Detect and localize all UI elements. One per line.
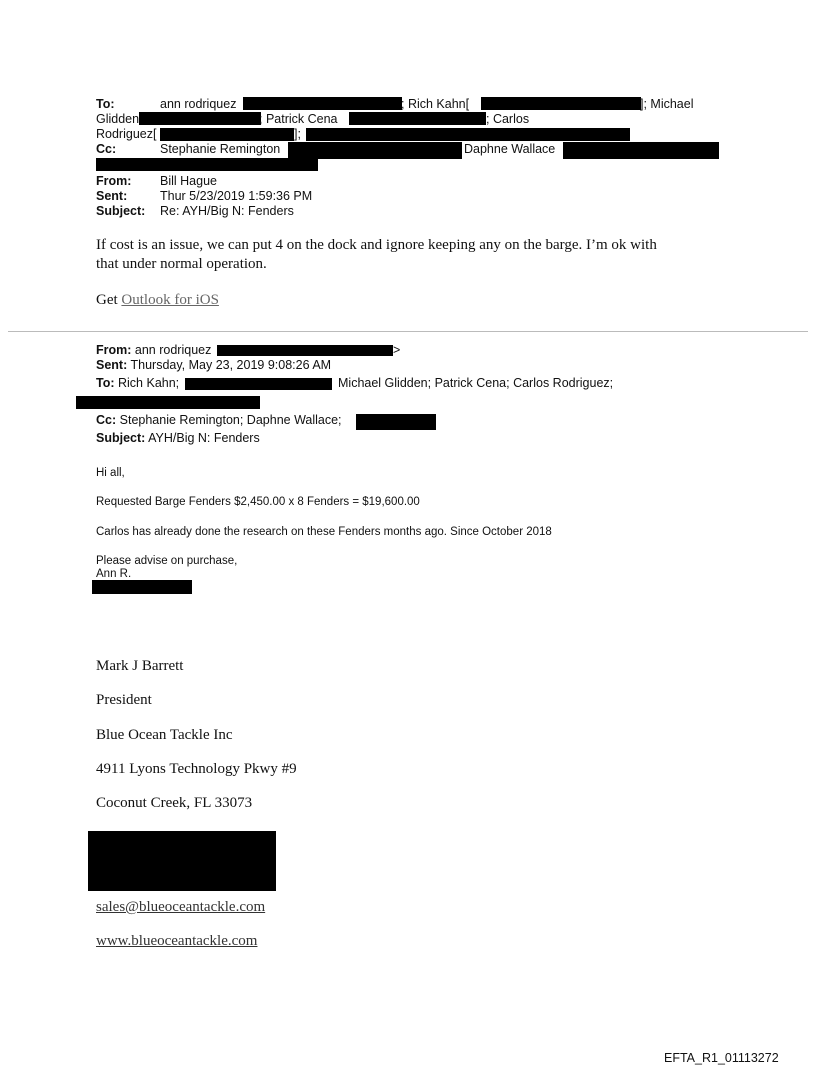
signature-address-2: Coconut Creek, FL 33073 — [96, 795, 253, 811]
redaction-block — [481, 97, 641, 110]
quoted-from-line — [96, 343, 211, 358]
redaction-block — [563, 142, 719, 159]
to-recipient-4: Glidden — [96, 112, 140, 126]
signature-title: President — [96, 692, 152, 708]
cc-recipient-1: Stephanie Remington — [160, 142, 281, 156]
quoted-subject-label: Subject: — [96, 431, 146, 445]
redaction-block — [288, 142, 462, 159]
quoted-from-label: From: — [96, 343, 132, 357]
to-recipient-6: ; Carlos — [486, 112, 530, 126]
redaction-block — [185, 378, 332, 390]
redaction-block — [76, 396, 260, 409]
redaction-block — [349, 112, 486, 125]
from-value: Bill Hague — [160, 174, 217, 188]
sent-label: Sent: — [96, 189, 128, 203]
quoted-to-value-a: Rich Kahn; — [118, 376, 180, 390]
quoted-sent-value: Thursday, May 23, 2019 9:08:26 AM — [130, 358, 332, 372]
redaction-block — [243, 97, 402, 110]
redaction-block — [356, 414, 436, 430]
signature-email-link[interactable]: sales@blueoceantackle.com — [96, 899, 266, 915]
message-divider — [8, 331, 808, 332]
cc-label: Cc: — [96, 142, 117, 156]
quoted-subject-value: AYH/Big N: Fenders — [148, 431, 260, 445]
to-recipient-5: ; Patrick Cena — [259, 112, 338, 126]
quoted-to-label: To: — [96, 376, 115, 390]
quoted-cc-value: Stephanie Remington; Daphne Wallace; — [119, 413, 342, 427]
subject-value: Re: AYH/Big N: Fenders — [160, 204, 294, 218]
fender-request: Requested Barge Fenders $2,450.00 x 8 Fenders = $19,600.00 — [96, 496, 420, 508]
signature-address-1: 4911 Lyons Technology Pkwy #9 — [96, 761, 297, 777]
signature-name: Mark J Barrett — [96, 658, 184, 674]
from-label: From: — [96, 174, 132, 188]
email-bracket: > — [393, 343, 401, 357]
redaction-block — [217, 345, 393, 356]
to-recipient-7: Rodriguez[ — [96, 127, 157, 141]
signature-company: Blue Ocean Tackle Inc — [96, 727, 233, 743]
to-recipient-1: ann rodriquez — [160, 97, 237, 111]
quoted-cc-label: Cc: — [96, 413, 117, 427]
quoted-sent-label: Sent: — [96, 358, 128, 372]
redaction-block — [88, 831, 276, 891]
greeting: Hi all, — [96, 467, 125, 479]
to-recipient-2: ; Rich Kahn[ — [401, 97, 470, 111]
quoted-to-value-b: Michael Glidden; Patrick Cena; Carlos Rodriguez; — [338, 376, 614, 390]
redaction-block — [96, 158, 318, 171]
signoff: Ann R. — [96, 568, 132, 580]
sent-value: Thur 5/23/2019 1:59:36 PM — [160, 189, 313, 203]
to-label: To: — [96, 97, 115, 111]
reply-line-1: If cost is an issue, we can put 4 on the dock and ignore keeping any on the barge. I’m ok with — [96, 237, 657, 253]
quoted-to-line — [96, 376, 179, 391]
redaction-block — [92, 580, 192, 594]
quoted-cc-line — [96, 413, 342, 428]
reply-line-2: that under normal operation. — [96, 256, 267, 272]
to-recipient-3: ]; Michael — [640, 97, 694, 111]
get-prefix: Get — [96, 292, 122, 308]
subject-label: Subject: — [96, 204, 146, 218]
outlook-for-ios-link[interactable]: Outlook for iOS — [121, 292, 219, 308]
advise-line: Please advise on purchase, — [96, 555, 238, 567]
to-recipient-8: ]; — [294, 127, 301, 141]
redaction-block — [160, 128, 294, 141]
redaction-block — [306, 128, 630, 141]
document-id: EFTA_R1_01113272 — [664, 1051, 779, 1065]
get-outlook-line — [96, 290, 219, 310]
signature-website-link[interactable]: www.blueoceantackle.com — [96, 933, 258, 949]
quoted-from-value: ann rodriquez — [134, 343, 212, 357]
quoted-sent-line — [96, 358, 331, 373]
research-note: Carlos has already done the research on these Fenders months ago. Since October 2018 — [96, 526, 552, 538]
redaction-block — [139, 112, 261, 125]
cc-recipient-2: Daphne Wallace — [464, 142, 556, 156]
quoted-subject-line — [96, 431, 260, 446]
